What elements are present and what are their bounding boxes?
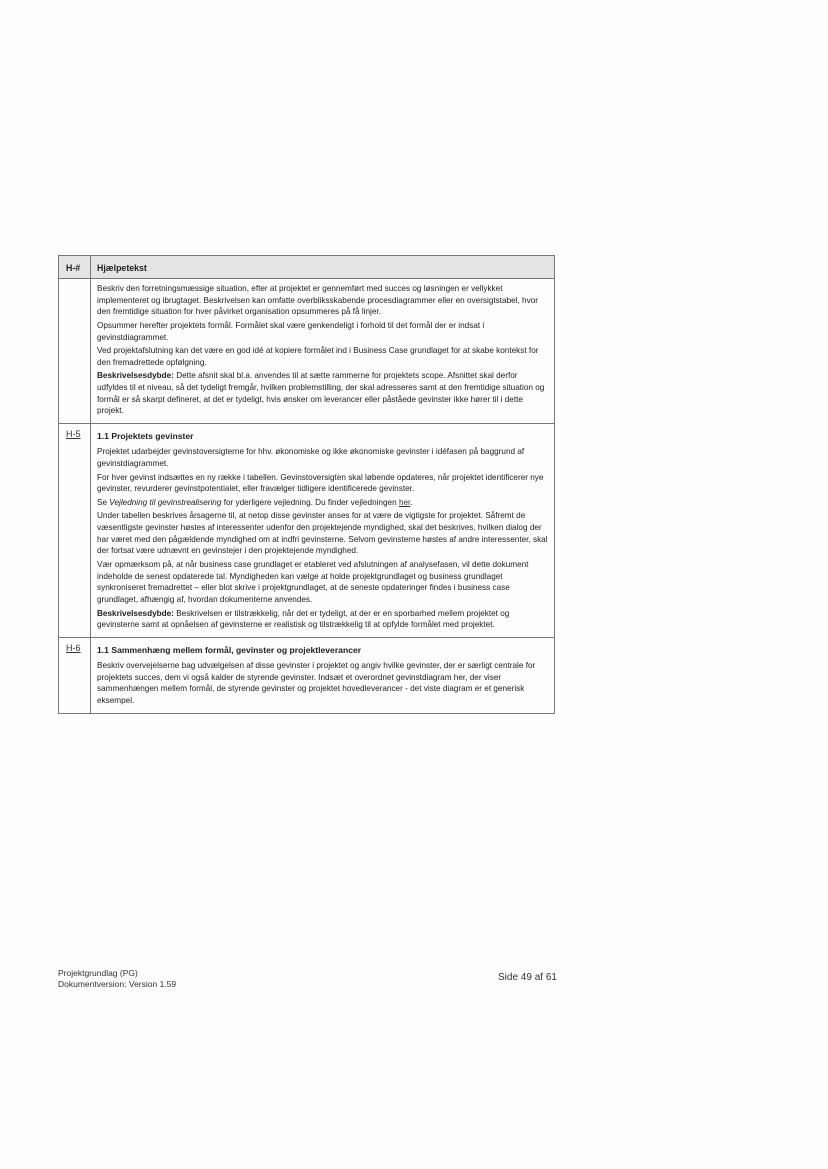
footer-doc-title: Projektgrundlag (PG) xyxy=(58,968,138,978)
paragraph: Under tabellen beskrives årsagerne til, at netop disse gevinster anses for at være de vigtigste for projektet. Såfremt de væsentligste gevinster høstes af interessenter udenfor den projektejende myndighed, skal det beskrives, hvilken dialog der har været med den pågældende myndighed om at indfri gevinsterne. Selvom gevinsterne høstes af andre interessenter, skal der fortsat være udnævnt en gevinstejer i den projektejende myndighed. xyxy=(97,511,548,556)
row-text-cell xyxy=(91,638,554,713)
table-header-row xyxy=(59,256,554,278)
guide-link[interactable]: her xyxy=(398,497,411,507)
paragraph: Beskriv overvejelserne bag udvælgelsen af disse gevinster i projektet og angiv hvilke gevinster, der er særligt centrale for projektets succes, dem vi også kalder de styrende gevinster. Indsæt et overordnet gevinstdiagram her, der viser sammenhængen mellem formål, de styrende gevinster og projektet hovedleverancer - det viste diagram er et generisk eksempel. xyxy=(97,661,536,705)
paragraph xyxy=(97,608,548,631)
table-row xyxy=(59,423,554,637)
paragraph-text: Se xyxy=(97,497,110,507)
paragraph xyxy=(97,370,548,417)
help-text-table xyxy=(58,255,555,714)
bold-label: Beskrivelsesdybde: xyxy=(97,608,174,618)
row-id-link[interactable]: H-5 xyxy=(66,429,81,440)
row-text-cell xyxy=(91,424,554,637)
footer-document-info xyxy=(58,968,176,991)
paragraph: Beskriv den forretningsmæssige situation, efter at projektet er gennemført med succes og løsningen er vellykket implementeret og ibrugtaget. Beskrivelsen kan omfatte overbliksskabende procesdiagrammer eller en oversigtstabel, hvor den fremtidige situation for hver påvirket organisation opsummeres på få linjer. xyxy=(97,284,538,317)
paragraph-text: Beskrivelsen er tilstrækkelig, når det er tydeligt, at der er en sporbarhed mellem projektet og gevinsterne samt at opnåelsen af gevinsterne er realistisk og tilstrækkelig til at opfylde formålet med projektet. xyxy=(97,608,510,630)
row-text-cell xyxy=(91,279,554,423)
row-id-cell xyxy=(59,638,91,713)
header-id-cell: H-# xyxy=(59,256,91,278)
paragraph-text: for yderligere vejledning. Du finder vejledningen xyxy=(221,497,399,507)
row-id-cell xyxy=(59,424,91,637)
paragraph: Vær opmærksom på, at når business case grundlaget er etableret ved afslutningen af analysefasen, vil dette dokument indeholde de senest opdaterede tal. Myndigheden kan vælge at holde projektgrundlaget og business grundlaget synkroniseret fremadrettet – eller blot skrive i projektgrundlaget, at de seneste opdateringer findes i business case grundlaget, afhængig af, hvordan dokumenterne anvendes. xyxy=(97,560,529,604)
table-row xyxy=(59,278,554,423)
paragraph-text: Dette afsnit skal bl.a. anvendes til at sætte rammerne for projektets scope. Afsnittet skal derfor udfyldes til et niveau, så det tydeligt fremgår, hvilken problemstilling, der skal adresseres samt at den fremtidige situation og formål er så skarpt defineret, at det er tydeligt, hvis ønsker om leverancer eller påståede gevinster ikke hører til i dette projekt. xyxy=(97,371,545,416)
guide-title: Vejledning til gevinstrealisering xyxy=(109,497,222,507)
paragraph: Opsummer herefter projektets formål. Formålet skal være genkendeligt i forhold til det formål der er indsat i gevinstdiagrammet. xyxy=(97,320,485,342)
paragraph: Ved projektafslutning kan det være en god idé at kopiere formålet ind i Business Case grundlaget for at skabe kontekst for den fremadrettede opfølgning. xyxy=(97,346,539,367)
footer-doc-version: Dokumentversion: Version 1.59 xyxy=(58,979,177,990)
table-row xyxy=(59,637,554,713)
footer-page-number: Side 49 af 61 xyxy=(498,972,557,983)
paragraph xyxy=(97,497,548,509)
row-id-cell xyxy=(59,279,91,423)
header-text-cell: Hjælpetekst xyxy=(97,263,147,273)
row-id-link[interactable]: H-6 xyxy=(66,642,81,653)
paragraph: For hver gevinst indsættes en ny række i tabellen. Gevinstoversigten skal løbende opdateres, når projektet identificerer nye gevinster, revurderer gevinstpotentialet, eller fravælger tidligere identificerede gevinster. xyxy=(97,472,544,494)
section-title: 1.1 Sammenhæng mellem formål, gevinster og projektleverancer xyxy=(97,644,362,655)
section-title: 1.1 Projektets gevinster xyxy=(97,431,194,442)
paragraph-text: . xyxy=(410,497,413,507)
paragraph: Projektet udarbejder gevinstoversigterne for hhv. økonomiske og ikke økonomiske gevinster i idéfasen på baggrund af gevinstdiagrammet. xyxy=(97,447,525,468)
bold-label: Beskrivelsesdybde: xyxy=(97,371,174,381)
